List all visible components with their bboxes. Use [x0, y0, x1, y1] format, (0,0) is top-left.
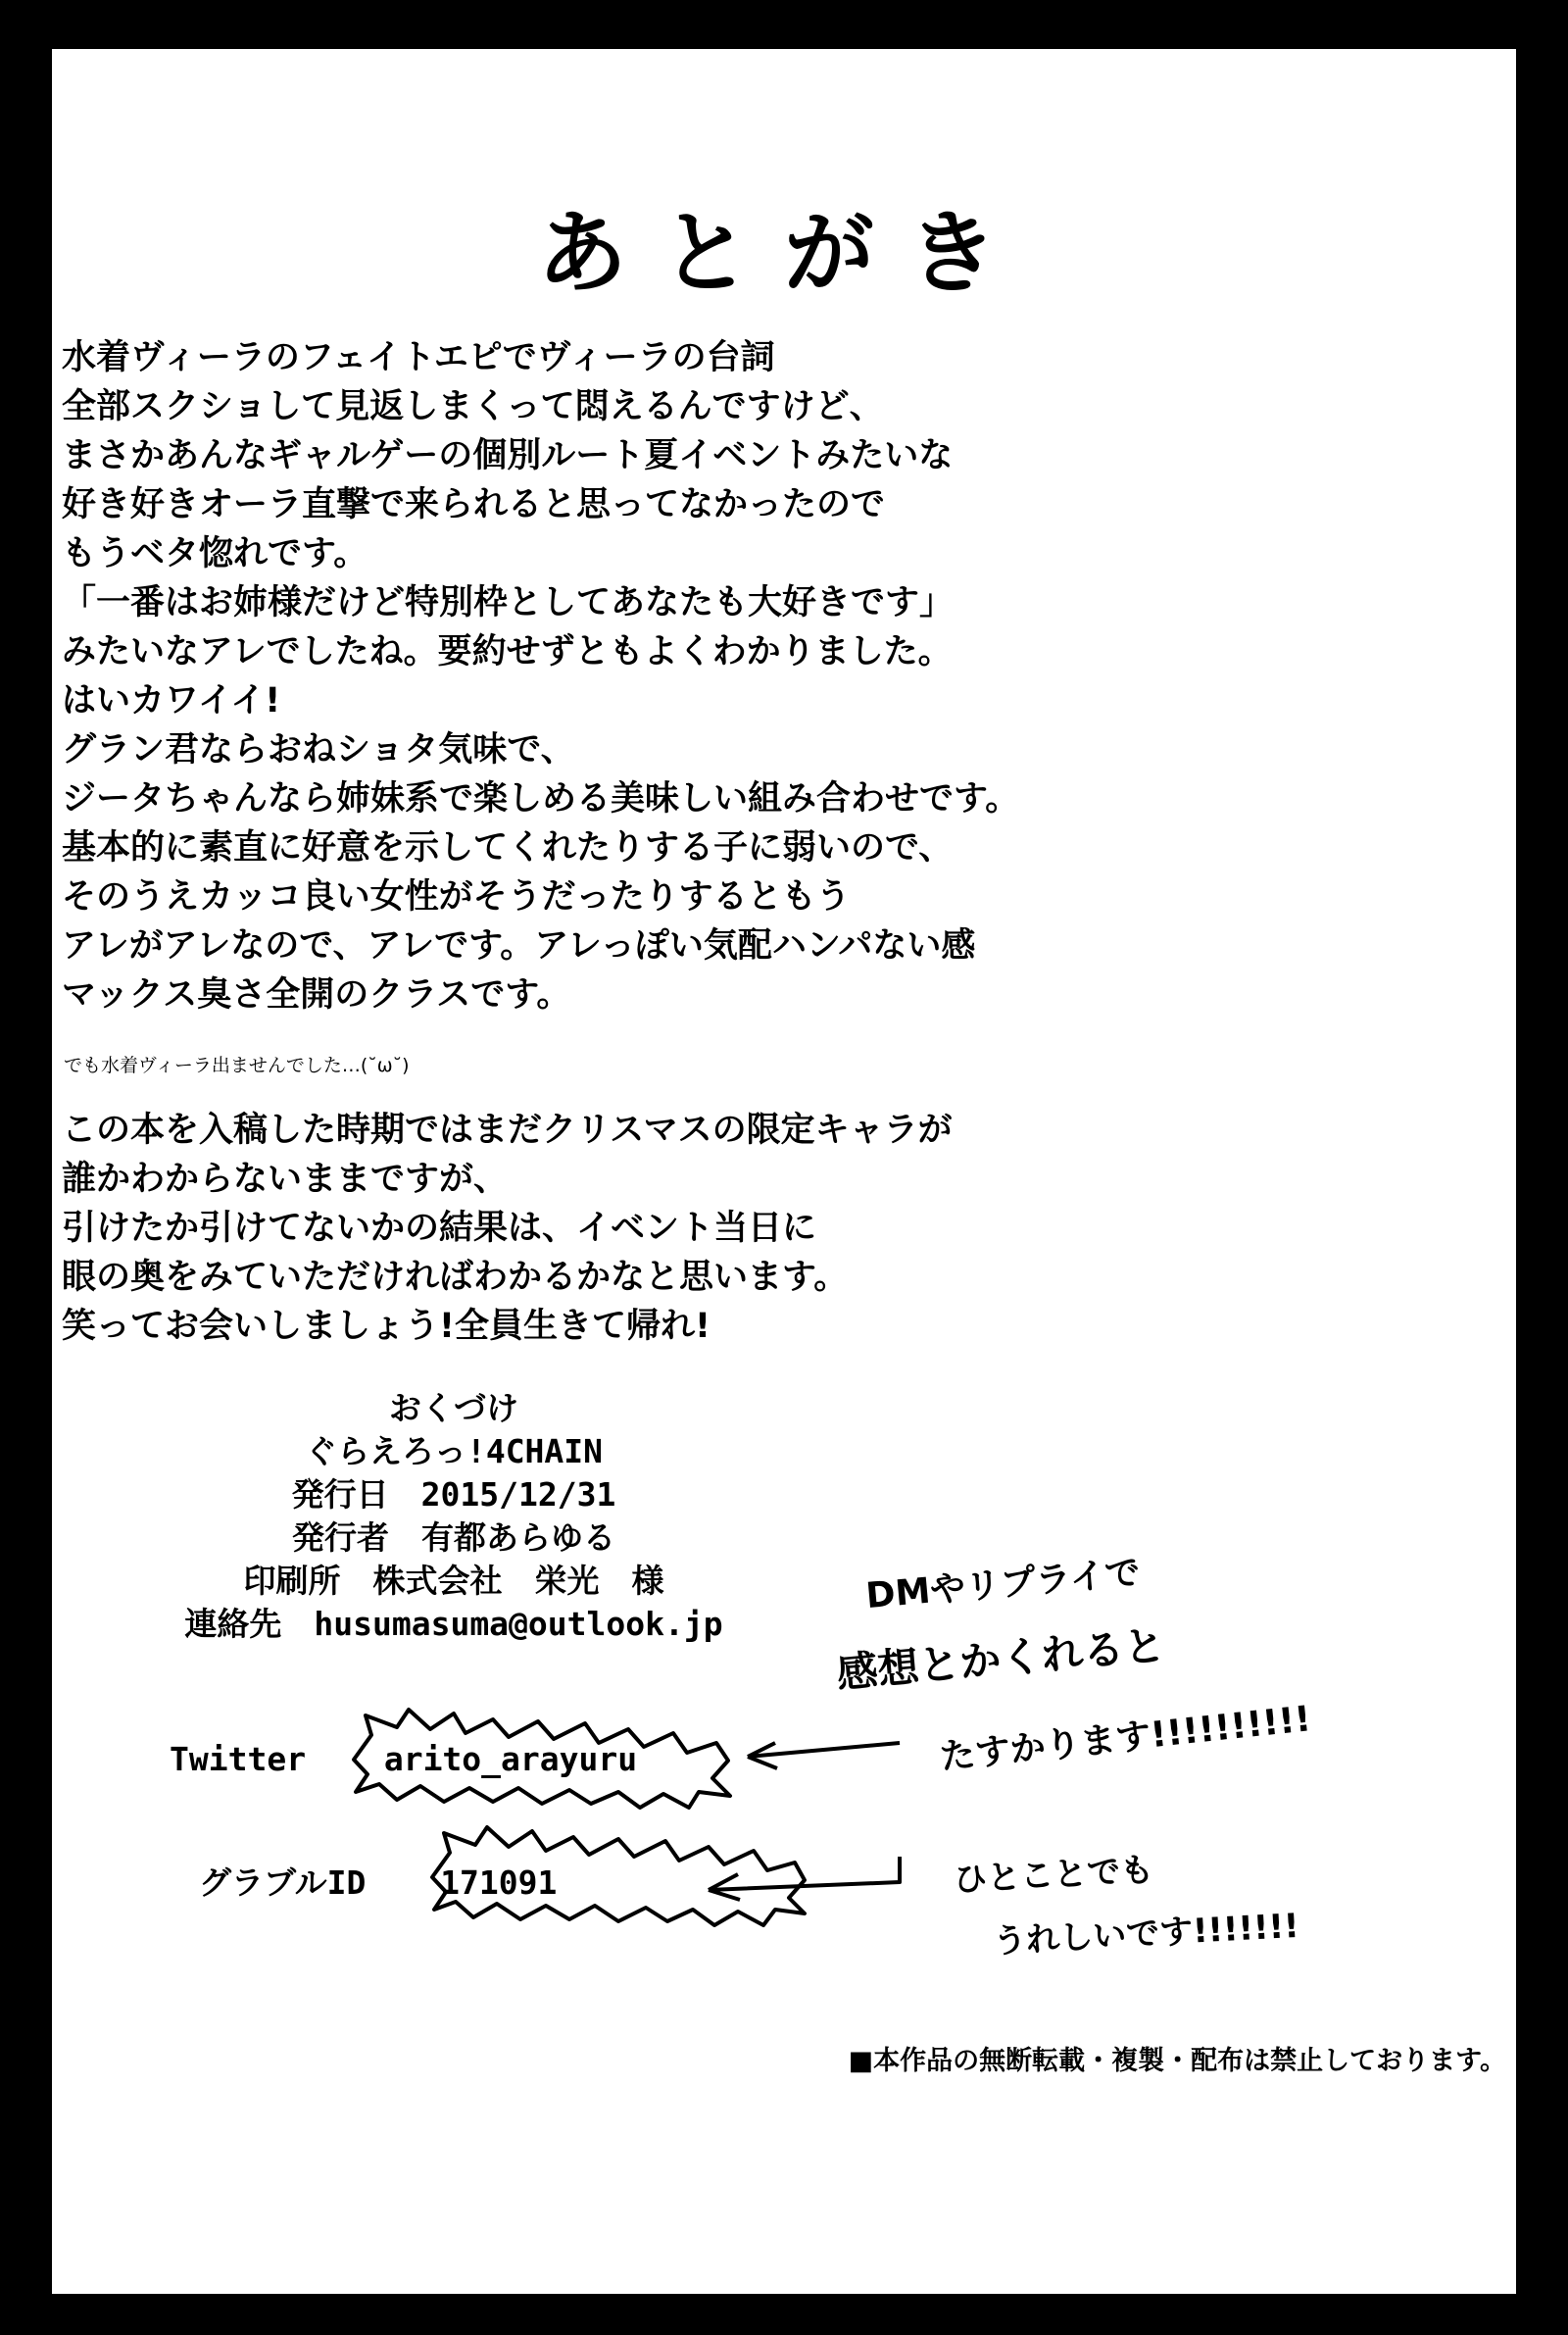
gbf-id-row [199, 1858, 557, 1904]
afterword-line: 「一番はお姉様だけど特別枠としてあなたも大好きです」 [62, 583, 955, 622]
colophon-heading: おくづけ [389, 1389, 518, 1427]
arrow-to-twitter-icon [728, 1725, 905, 1794]
gbf-id-value: 171091 [440, 1863, 558, 1902]
colophon-line: 連絡先 husumasuma@outlook.jp [184, 1605, 723, 1643]
afterword-line: まさかあんなギャルゲーの個別ルート夏イベントみたいな [62, 436, 954, 475]
afterword-line: 引けたか引けてないかの結果は、イベント当日に [62, 1209, 817, 1248]
afterword-line: 全部スクショして見返しまくって悶えるんですけど、 [62, 387, 884, 426]
afterword-line: みたいなアレでしたね。要約せずともよくわかりました。 [62, 632, 953, 671]
afterword-line: 好き好きオーラ直撃で来られると思ってなかったので [62, 485, 886, 524]
colophon-line: 発行日 2015/12/31 [291, 1475, 616, 1514]
afterword-small-note: でも水着ヴィーラ出ませんでした…(˘ω˘) [64, 1055, 410, 1076]
colophon-line: 発行者 有都あらゆる [292, 1518, 615, 1557]
twitter-label: Twitter [170, 1740, 307, 1778]
twitter-row [170, 1740, 637, 1778]
page-title: あとがき [536, 201, 1031, 306]
afterword-line: 眼の奥をみていただければわかるかなと思います。 [62, 1258, 849, 1297]
handwritten-note-5: うれしいです!!!!!!! [992, 1906, 1300, 1962]
arrow-to-gbf-id-icon [679, 1843, 905, 1921]
twitter-handle[interactable]: arito_arayuru [383, 1740, 638, 1778]
colophon-line: 印刷所 株式会社 栄光 様 [243, 1562, 664, 1600]
copyright-notice: ■本作品の無断転載・複製・配布は禁止しております。 [848, 2046, 1506, 2076]
gbf-id-label: グラブルID [199, 1863, 367, 1902]
afterword-line: 誰かわからないままですが、 [62, 1160, 509, 1199]
afterword-line: マックス臭さ全開のクラスです。 [62, 975, 571, 1015]
afterword-line: 基本的に素直に好意を示してくれたりする子に弱いので、 [62, 828, 954, 868]
afterword-line: この本を入稿した時期ではまだクリスマスの限定キャラが [62, 1111, 953, 1150]
handwritten-note-3: たすかります!!!!!!!!!! [938, 1699, 1313, 1778]
afterword-body-second [62, 1106, 1473, 1351]
afterword-body [62, 333, 1473, 1019]
handwritten-note-2: 感想とかくれると [834, 1620, 1167, 1698]
afterword-line: アレがアレなので、アレです。アレっぽい気配ハンパない感 [62, 926, 976, 966]
handwritten-note-1: DMやリプライで [864, 1552, 1143, 1617]
handwritten-note-4: ひとことでも [953, 1850, 1155, 1901]
afterword-line: ジータちゃんなら姉妹系で楽しめる美味しい組み合わせです。 [62, 779, 1020, 819]
afterword-line: はいカワイイ! [62, 681, 281, 720]
colophon-line: ぐらえろっ!4CHAIN [304, 1432, 604, 1470]
page-sheet [52, 49, 1516, 2294]
afterword-line: もうベタ惚れです。 [62, 534, 368, 573]
colophon-block [140, 1387, 767, 1646]
afterword-line: グラン君ならおねショタ気味で、 [62, 730, 575, 770]
afterword-line: そのうえカッコ良い女性がそうだったりするともう [62, 877, 851, 917]
afterword-line: 笑ってお会いしましょう!全員生きて帰れ! [62, 1307, 710, 1346]
afterword-line: 水着ヴィーラのフェイトエピでヴィーラの台詞 [62, 338, 775, 377]
